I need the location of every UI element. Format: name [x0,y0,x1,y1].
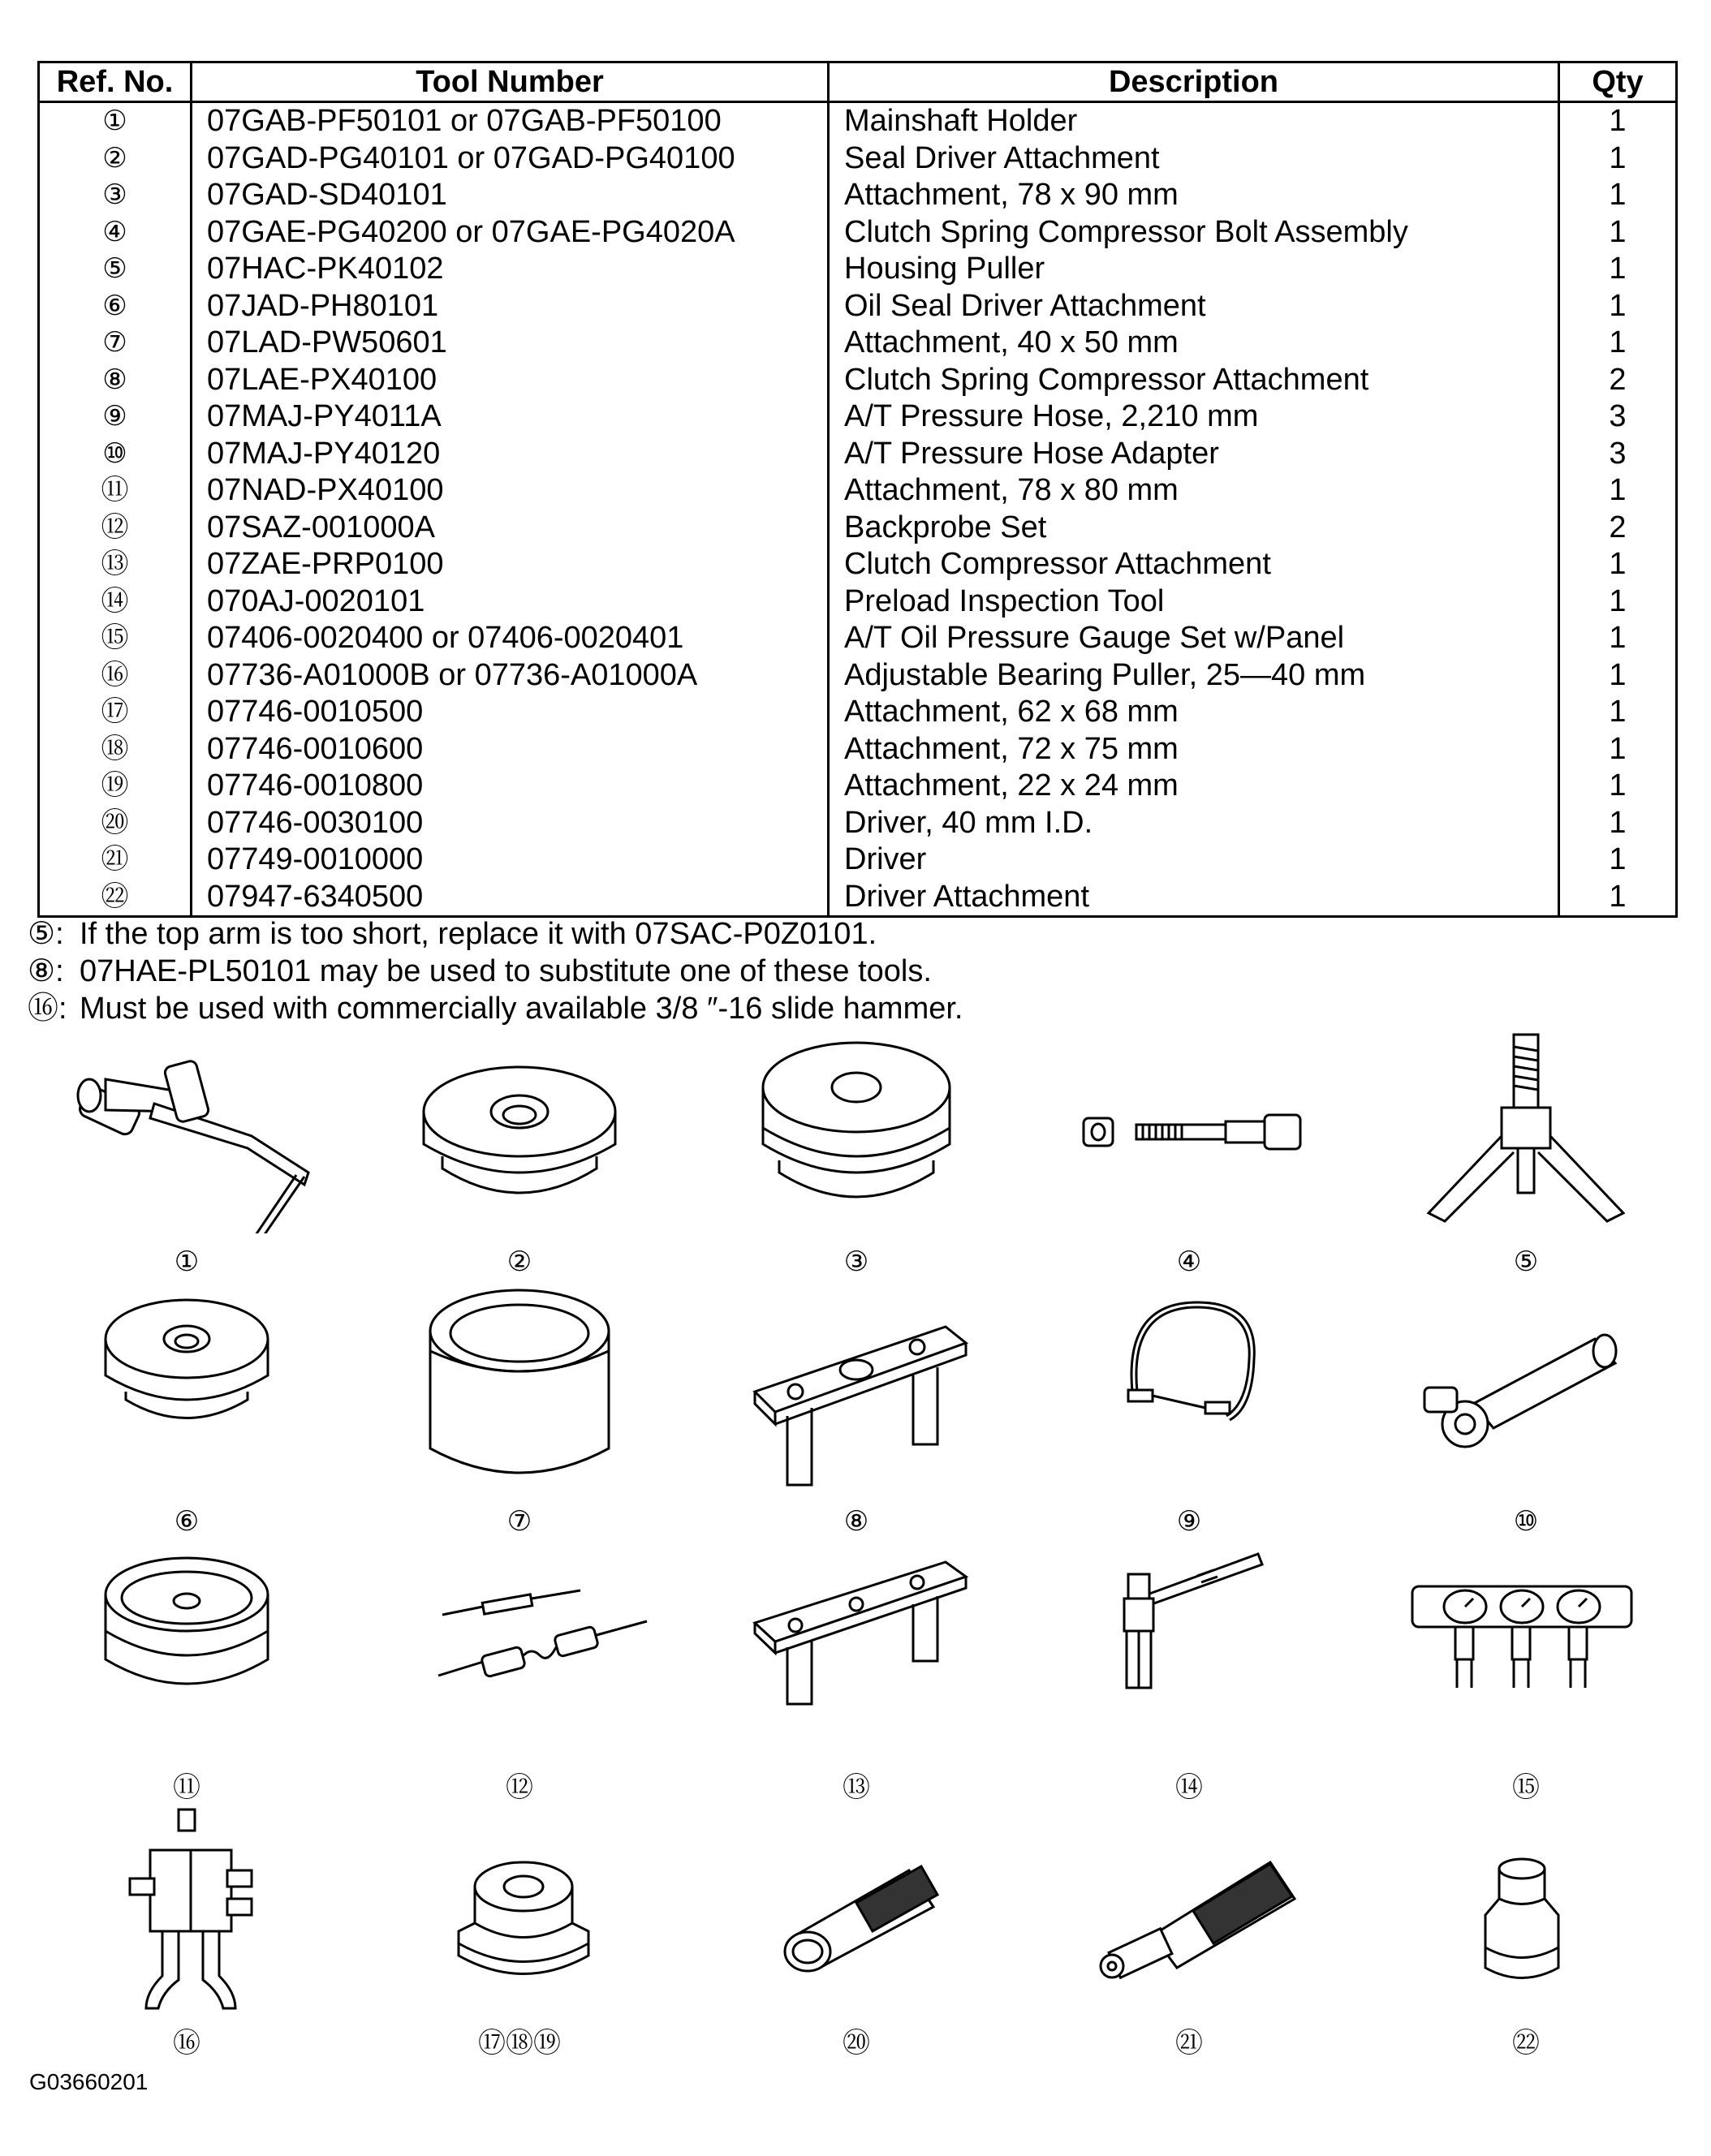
description-cell: Driver Attachment [829,879,1559,917]
tool-number-cell: 07SAZ-001000A [192,510,829,547]
table-row [39,325,1677,362]
bolt-assembly-icon [1080,1104,1307,1160]
ref-no-cell: ⑭ [39,583,192,621]
table-row [39,102,1677,140]
description-cell: Mainshaft Holder [829,102,1559,140]
table-row [39,841,1677,879]
description-cell: Housing Puller [829,251,1559,288]
note-item [28,990,963,1027]
special-tools-table [37,61,1678,918]
note-marker: ⑤: [28,917,64,951]
mainshaft-holder-icon [57,1047,317,1233]
description-cell: Attachment, 78 x 80 mm [829,472,1559,510]
ref-no-cell: ② [39,140,192,178]
description-cell: Attachment, 62 x 68 mm [829,694,1559,731]
qty-cell: 2 [1559,362,1677,399]
tool-number-cell: 07406-0020400 or 07406-0020401 [192,620,829,657]
description-cell: Attachment, 72 x 75 mm [829,731,1559,768]
description-cell: Oil Seal Driver Attachment [829,288,1559,325]
note-text: 07HAE-PL50101 may be used to substitute one of these tools. [80,954,932,988]
notes [28,915,963,1027]
note-item [28,915,963,953]
illustration-label: ㉑ [1175,2028,1203,2059]
ref-no-cell: ⑥ [39,288,192,325]
ref-no-cell: ⑩ [39,436,192,473]
qty-cell: 1 [1559,140,1677,178]
illustration-label: ⑩ [1513,1506,1539,1537]
illustration-label: ⑧ [843,1506,869,1537]
ref-no-cell: ④ [39,214,192,252]
table-row [39,251,1677,288]
illustration-label: ⑳ [843,2028,870,2059]
driver-handle-icon [1088,1846,1299,1984]
illustration-label: ① [174,1246,200,1277]
qty-cell: 3 [1559,398,1677,436]
qty-cell: 1 [1559,583,1677,621]
table-row [39,583,1677,621]
qty-cell: 1 [1559,768,1677,805]
qty-cell: 1 [1559,546,1677,583]
attachment-icon [755,1039,958,1225]
illustration-label: ⑮ [1512,1772,1540,1803]
tool-number-cell: 07947-6340500 [192,879,829,917]
qty-cell: 1 [1559,472,1677,510]
description-cell: A/T Pressure Hose Adapter [829,436,1559,473]
note-item [28,953,963,990]
description-cell: A/T Oil Pressure Gauge Set w/Panel [829,620,1559,657]
ref-no-cell: ③ [39,177,192,214]
tool-number-cell: 07NAD-PX40100 [192,472,829,510]
tool-number-cell: 070AJ-0020101 [192,583,829,621]
ref-no-cell: ⑬ [39,546,192,583]
table-row [39,140,1677,178]
note-marker: ⑯: [28,992,67,1026]
table-row [39,546,1677,583]
qty-cell: 1 [1559,325,1677,362]
pressure-hose-icon [1116,1294,1262,1432]
qty-cell: 1 [1559,251,1677,288]
table-row [39,288,1677,325]
ref-no-cell: ⑧ [39,362,192,399]
bearing-puller-icon [122,1805,260,2016]
oil-seal-driver-icon [101,1294,272,1440]
clutch-compressor-icon [751,1546,970,1708]
qty-cell: 1 [1559,102,1677,140]
illustration-label: ⑪ [173,1772,200,1803]
qty-cell: 1 [1559,805,1677,842]
qty-cell: 1 [1559,214,1677,252]
illustration-label: ⑯ [173,2028,200,2059]
tool-number-cell: 07GAB-PF50101 or 07GAB-PF50100 [192,102,829,140]
tool-number-cell: 07MAJ-PY40120 [192,436,829,473]
ref-no-cell: ⑮ [39,620,192,657]
hose-adapter-icon [1416,1323,1644,1461]
tool-number-cell: 07MAJ-PY4011A [192,398,829,436]
table-row [39,805,1677,842]
table-row [39,768,1677,805]
header-qty: Qty [1559,62,1677,102]
illustration-label: ⑨ [1176,1506,1202,1537]
qty-cell: 3 [1559,436,1677,473]
tool-number-cell: 07746-0010800 [192,768,829,805]
illustration-label: ㉒ [1512,2028,1540,2059]
ref-no-cell: ⑨ [39,398,192,436]
description-cell: Driver, 40 mm I.D. [829,805,1559,842]
table-row [39,657,1677,695]
illustration-label: ⑭ [1175,1772,1203,1803]
description-cell: Attachment, 78 x 90 mm [829,177,1559,214]
description-cell: Adjustable Bearing Puller, 25—40 mm [829,657,1559,695]
illustration-label: ⑤ [1513,1246,1539,1277]
tool-number-cell: 07JAD-PH80101 [192,288,829,325]
qty-cell: 1 [1559,841,1677,879]
table-row [39,694,1677,731]
compressor-attachment-icon [751,1302,970,1489]
illustration-label: ⑬ [843,1772,870,1803]
note-text: If the top arm is too short, replace it with 07SAC-P0Z0101. [80,917,877,951]
description-cell: Clutch Spring Compressor Attachment [829,362,1559,399]
qty-cell: 1 [1559,731,1677,768]
illustration-label: ⑥ [174,1506,200,1537]
illustration-label: ⑫ [506,1772,533,1803]
attachment-icon [101,1554,272,1700]
note-marker: ⑧: [28,954,64,988]
backprobe-set-icon [434,1574,653,1688]
attachment-cup-icon [422,1286,617,1497]
table-row [39,362,1677,399]
description-cell: Preload Inspection Tool [829,583,1559,621]
ref-no-cell: ⑪ [39,472,192,510]
note-text: Must be used with commercially available 3/8 ″-16 slide hammer. [80,992,963,1026]
table-row [39,731,1677,768]
header-ref-no: Ref. No. [39,62,192,102]
ref-no-cell: ⑱ [39,731,192,768]
table-header-row [39,62,1677,102]
gauge-set-icon [1408,1574,1636,1696]
description-cell: Clutch Compressor Attachment [829,546,1559,583]
qty-cell: 1 [1559,620,1677,657]
description-cell: Clutch Spring Compressor Bolt Assembly [829,214,1559,252]
preload-tool-icon [1104,1550,1266,1696]
table-row [39,214,1677,252]
ref-no-cell: ⑲ [39,768,192,805]
tool-number-cell: 07LAE-PX40100 [192,362,829,399]
description-cell: Attachment, 40 x 50 mm [829,325,1559,362]
illustration-label: ⑦ [506,1506,532,1537]
description-cell: Seal Driver Attachment [829,140,1559,178]
header-tool-number: Tool Number [192,62,829,102]
attachment-icon [455,1854,593,1984]
seal-driver-attachment-icon [418,1055,621,1225]
table-row [39,436,1677,473]
ref-no-cell: ㉑ [39,841,192,879]
qty-cell: 1 [1559,657,1677,695]
ref-no-cell: ⑫ [39,510,192,547]
table-row [39,879,1677,917]
qty-cell: 1 [1559,177,1677,214]
ref-no-cell: ① [39,102,192,140]
illustration-label: ③ [843,1246,869,1277]
ref-no-cell: ⑦ [39,325,192,362]
tool-number-cell: 07746-0030100 [192,805,829,842]
description-cell: Attachment, 22 x 24 mm [829,768,1559,805]
ref-no-cell: ㉒ [39,879,192,917]
table-row [39,620,1677,657]
driver-attachment-icon [1477,1854,1567,1984]
tool-number-cell: 07ZAE-PRP0100 [192,546,829,583]
tool-number-cell: 07746-0010500 [192,694,829,731]
housing-puller-icon [1412,1031,1640,1233]
ref-no-cell: ⑳ [39,805,192,842]
driver-icon [779,1854,942,1976]
qty-cell: 1 [1559,694,1677,731]
description-cell: A/T Pressure Hose, 2,210 mm [829,398,1559,436]
qty-cell: 1 [1559,288,1677,325]
tool-number-cell: 07GAD-PG40101 or 07GAD-PG40100 [192,140,829,178]
illustration-label: ② [506,1246,532,1277]
header-description: Description [829,62,1559,102]
description-cell: Driver [829,841,1559,879]
illustration-label: ④ [1176,1246,1202,1277]
tool-number-cell: 07HAC-PK40102 [192,251,829,288]
ref-no-cell: ⑯ [39,657,192,695]
tool-number-cell: 07746-0010600 [192,731,829,768]
table-row [39,398,1677,436]
tool-number-cell: 07GAD-SD40101 [192,177,829,214]
ref-no-cell: ⑤ [39,251,192,288]
illustration-label: ⑰⑱⑲ [478,2028,561,2059]
table-row [39,472,1677,510]
tool-number-cell: 07749-0010000 [192,841,829,879]
tool-number-cell: 07736-A01000B or 07736-A01000A [192,657,829,695]
qty-cell: 1 [1559,879,1677,917]
table-row [39,177,1677,214]
figure-code: G03660201 [29,2069,149,2094]
qty-cell: 2 [1559,510,1677,547]
tool-number-cell: 07GAE-PG40200 or 07GAE-PG4020A [192,214,829,252]
description-cell: Backprobe Set [829,510,1559,547]
ref-no-cell: ⑰ [39,694,192,731]
tool-number-cell: 07LAD-PW50601 [192,325,829,362]
table-row [39,510,1677,547]
